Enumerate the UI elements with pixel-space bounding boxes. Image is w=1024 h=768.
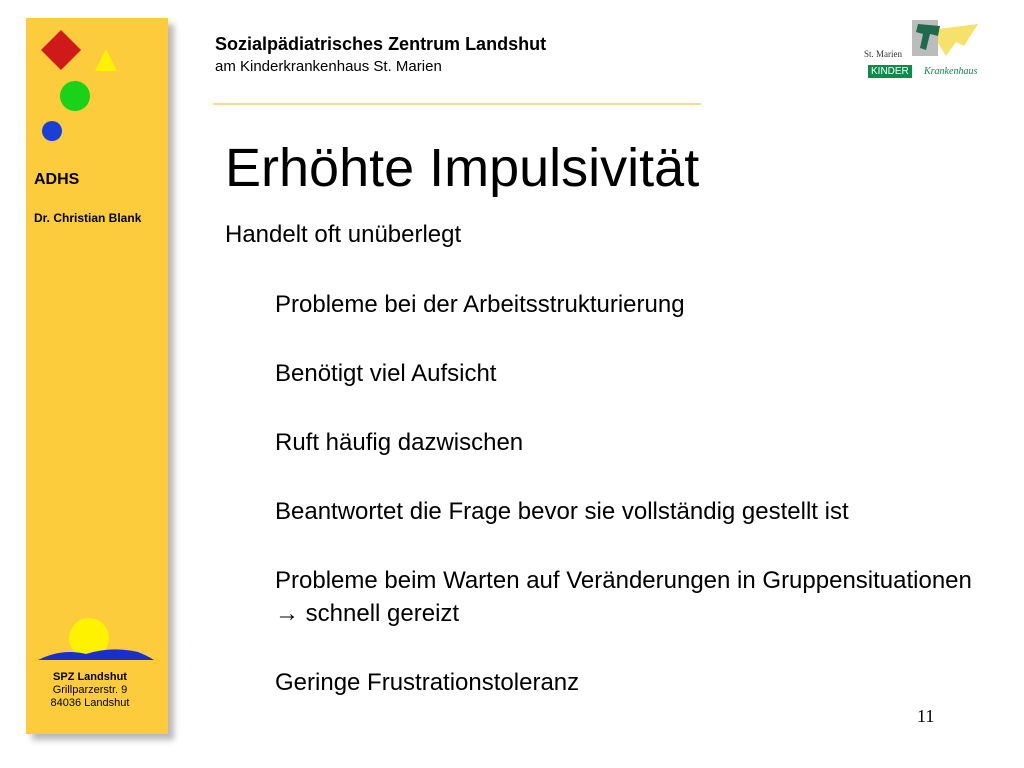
lead-item: Handelt oft unüberlegt xyxy=(225,221,462,248)
header-divider xyxy=(213,103,701,105)
red-diamond-shape xyxy=(41,30,81,70)
hospital-logo xyxy=(860,16,988,82)
address-name: SPZ Landshut xyxy=(53,671,127,683)
header-subtitle: am Kinderkrankenhaus St. Marien xyxy=(215,58,442,75)
yellow-triangle-shape xyxy=(95,49,117,71)
header-organization: Sozialpädiatrisches Zentrum Landshut xyxy=(215,34,547,54)
page-number: 11 xyxy=(917,706,935,726)
logo-kinder: KINDER xyxy=(868,65,912,78)
list-item: Probleme bei der Arbeitsstrukturierung xyxy=(275,291,685,318)
sidebar-author: Dr. Christian Blank xyxy=(34,211,142,225)
decorative-shapes xyxy=(26,18,168,148)
logo-krankenhaus: Krankenhaus xyxy=(924,66,978,77)
green-circle-shape xyxy=(60,81,90,111)
list-item: Probleme beim Warten auf Veränderungen in Gruppensituationen → schnell gereizt xyxy=(275,567,972,627)
address-block xyxy=(26,671,154,710)
bullet-list xyxy=(275,288,975,735)
blue-circle-shape xyxy=(42,121,62,141)
logo-st-marien: St. Marien xyxy=(864,49,902,59)
list-item: Ruft häufig dazwischen xyxy=(275,429,524,456)
slide-title: Erhöhte Impulsivität xyxy=(225,138,700,198)
sidebar-title: ADHS xyxy=(34,171,80,188)
list-item: Benötigt viel Aufsicht xyxy=(275,360,497,387)
list-item: Geringe Frustrationstoleranz xyxy=(275,669,580,696)
sidebar-panel xyxy=(26,18,168,734)
list-item: Beantwortet die Frage bevor sie vollständig gestellt ist xyxy=(275,498,849,525)
address-street: Grillparzerstr. 9 xyxy=(52,684,128,696)
sun-logo-icon xyxy=(36,618,156,662)
address-city: 84036 Landshut xyxy=(50,697,130,709)
